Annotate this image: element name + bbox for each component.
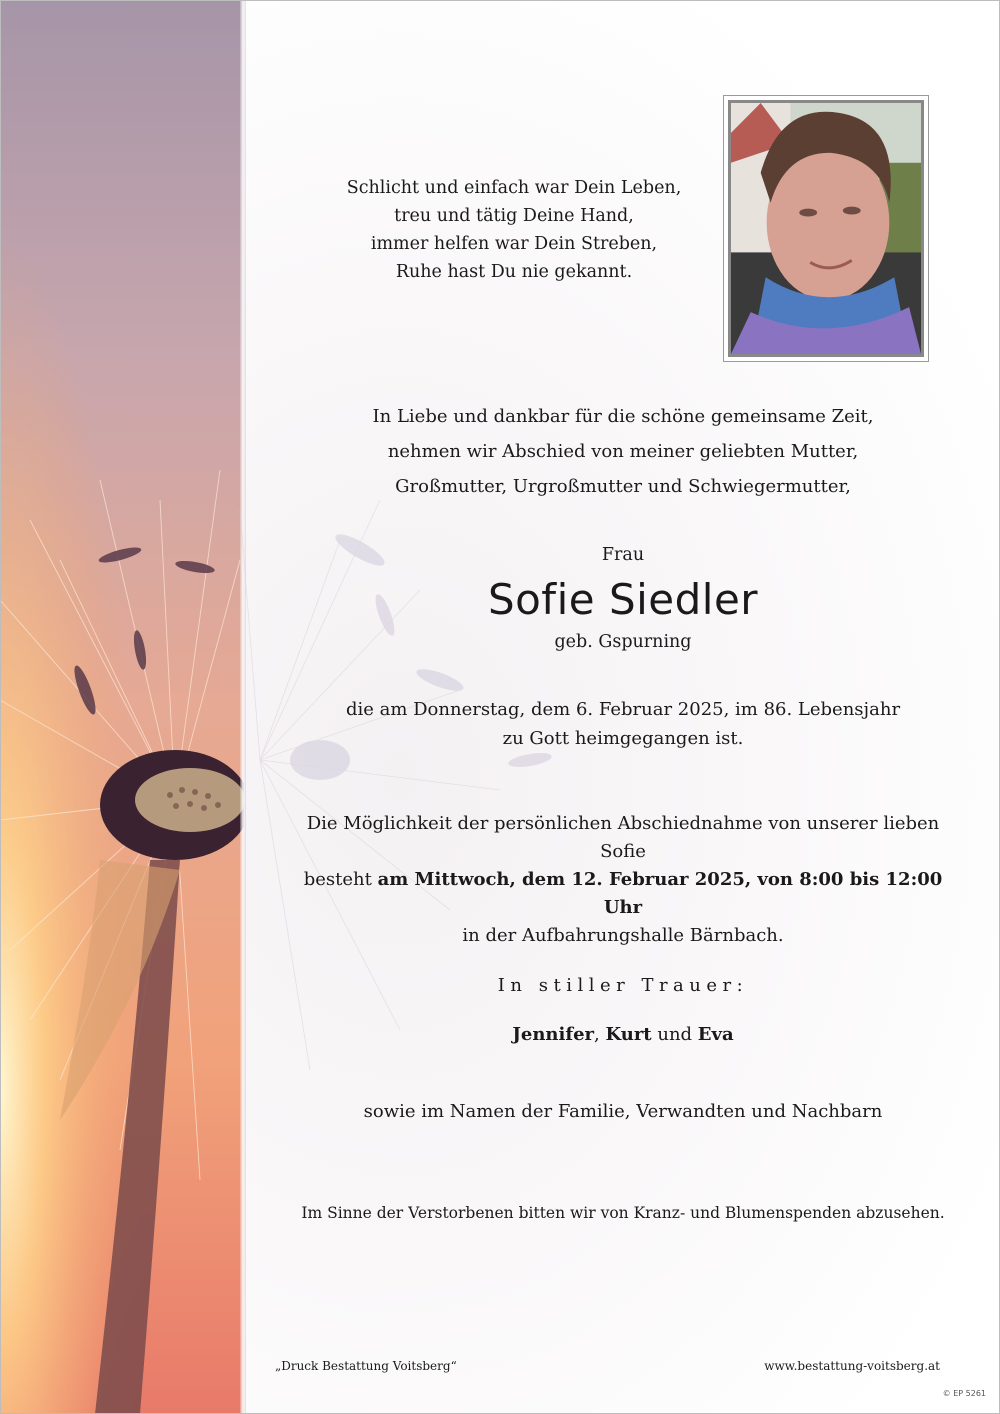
poem xyxy=(300,174,728,286)
viewing-line xyxy=(290,866,956,922)
name-conjunction: und xyxy=(651,1024,698,1045)
intro-line: Großmutter, Urgroßmutter und Schwiegermutter, xyxy=(395,476,851,497)
viewing-prefix: besteht xyxy=(303,869,378,890)
mourner-name: Eva xyxy=(697,1024,734,1045)
portrait-photo xyxy=(728,100,924,357)
death-notice xyxy=(300,695,946,753)
death-notice-line: zu Gott heimgegangen ist. xyxy=(502,728,744,749)
intro-line: nehmen wir Abschied von meiner geliebten Mutter, xyxy=(387,441,859,462)
portrait-photo-frame xyxy=(723,95,929,362)
template-code: © EP 5261 xyxy=(942,1389,986,1398)
viewing-location: in der Aufbahrungshalle Bärnbach. xyxy=(462,925,784,946)
printer-credit: „Druck Bestattung Voitsberg“ xyxy=(275,1359,457,1373)
deceased-name: Sofie Siedler xyxy=(487,575,759,624)
poem-line: Ruhe hast Du nie gekannt. xyxy=(395,262,633,282)
mourner-names xyxy=(300,1024,946,1045)
poem-line: treu und tätig Deine Hand, xyxy=(394,206,634,226)
mourner-name: Kurt xyxy=(605,1024,652,1045)
death-notice-line: die am Donnerstag, dem 6. Februar 2025, im 86. Lebensjahr xyxy=(345,699,901,720)
farewell-intro xyxy=(300,399,946,504)
family-line: sowie im Namen der Familie, Verwandten und Nachbarn xyxy=(363,1101,883,1122)
intro-line: In Liebe und dankbar für die schöne gemeinsame Zeit, xyxy=(372,406,874,427)
birth-name: geb. Gspurning xyxy=(554,632,692,652)
poem-line: Schlicht und einfach war Dein Leben, xyxy=(346,178,682,198)
name-separator: , xyxy=(594,1024,606,1045)
mourning-heading: In stiller Trauer: xyxy=(497,975,749,996)
viewing-datetime: am Mittwoch, dem 12. Februar 2025, von 8:00 bis 12:00 Uhr xyxy=(377,869,943,918)
donation-request: Im Sinne der Verstorbenen bitten wir von Kranz- und Blumenspenden abzusehen. xyxy=(301,1204,945,1222)
mourner-name: Jennifer xyxy=(512,1024,595,1045)
poem-line: immer helfen war Dein Streben, xyxy=(370,234,658,254)
website-link[interactable]: www.bestattung-voitsberg.at xyxy=(764,1359,940,1373)
viewing-line: Die Möglichkeit der persönlichen Abschiednahme von unserer lieben Sofie xyxy=(306,813,940,862)
salutation: Frau xyxy=(601,545,645,565)
viewing-details xyxy=(290,810,956,950)
